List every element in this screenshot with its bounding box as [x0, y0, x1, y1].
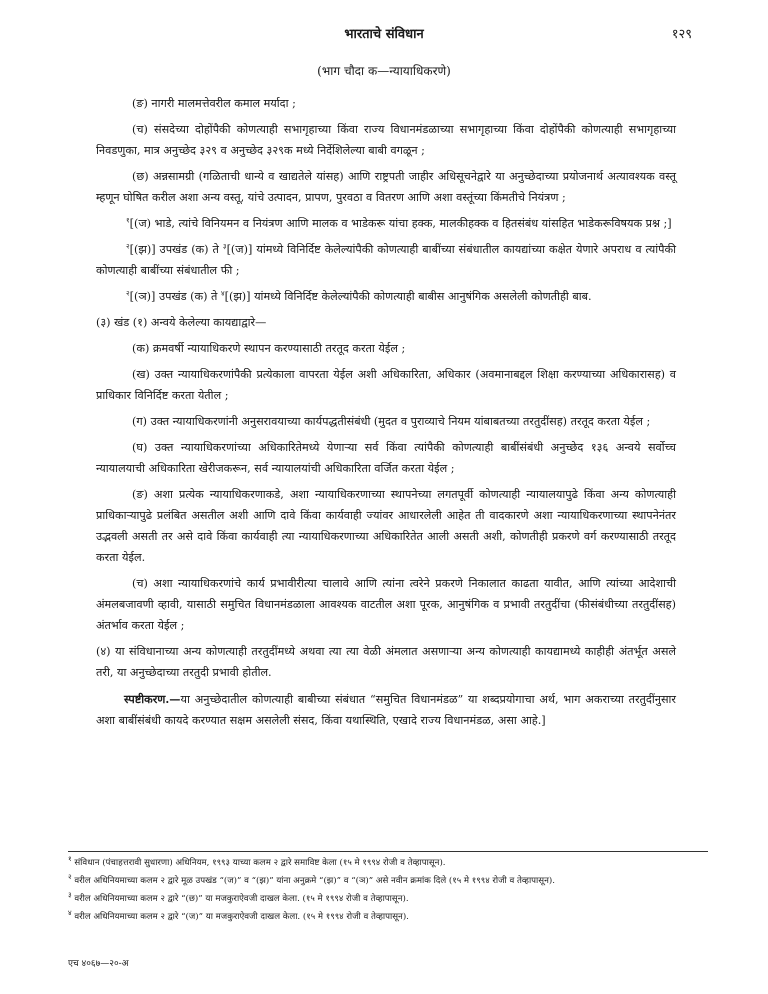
footnote-1: [68, 856, 708, 871]
page-number: १२९: [671, 27, 692, 42]
clause-nga-2: [96, 484, 676, 568]
print-code: एच ४०६७—२०-अ: [68, 959, 129, 969]
footnote-number: ४: [68, 909, 72, 918]
footnote-2: [68, 874, 708, 889]
clause-text: क्रमवर्षी न्यायाधिकरणे स्थापन करण्यासाठी तरतूद करता येईल ;: [152, 342, 406, 355]
footnote-ref: ४: [220, 289, 225, 298]
footnote-divider: [68, 851, 708, 852]
clause-ga: [96, 411, 676, 432]
footnote-ref: २: [126, 289, 130, 298]
clause-text: [(ञ)] उपखंड (क) ते: [129, 290, 218, 303]
clause-text: संसदेच्या दोहोंपैकी कोणत्याही सभागृहाच्या किंवा राज्य विधानमंडळाच्या सभागृहाच्या किंवा दोहोंपैकी कोणत्याही सभागृहाच्या निवडणुका, मात्र अनुच्छेद ३२९ व अनुच्छेद ३२९क मध्ये निर्देशिलेल्या बाबी वगळून ;: [96, 123, 677, 157]
clause-text: [(ज)] यांमध्ये विनिर्दिष्ट केलेल्यांपैकी कोणत्याही बाबींच्या संबंधातील कायद्यांच्या कक्षेत येणारे अपराध व त्यांपैकी कोणत्याही बाबींच्या संबंधातील फी ;: [96, 243, 677, 277]
clause-kha: [96, 364, 676, 406]
article-body: [96, 93, 676, 736]
clause-label: (ङ): [132, 488, 148, 501]
clause-gha: [96, 437, 676, 479]
clause-text: [(झ)] उपखंड (क) ते: [129, 243, 219, 256]
footnote-text: वरील अधिनियमाच्या कलम २ द्वारे मूळ उपखंड “(ज)” व “(झ)” यांना अनुक्रमे “(झ)” व “(ञ)” असे नवीन क्रमांक दिले (१५ मे १९९४ रोजी व तेव्हापासून).: [74, 876, 555, 886]
clause-text: अशा न्यायाधिकरणांचे कार्य प्रभावीरीत्या चालावे आणि त्यांना त्वरेने प्रकरणे निकालात काढता यावीत, आणि त्यांच्या आदेशाची अंमलबजावणी व्हावी, यासाठी समुचित विधानमंडळाला आवश्यक वाटतील अशा पूरक, आनुषंगिक व प्रभावी तरतुदींचा (फीसंबंधीच्या तरतुदींसह) अंतर्भाव करता येईल ;: [96, 577, 676, 632]
clause-chha: [96, 166, 676, 208]
footnote-ref: २: [126, 242, 130, 251]
clause-label: (च): [132, 123, 148, 136]
part-subtitle: (भाग चौदा क—न्यायाधिकरणे): [317, 64, 451, 78]
footnote-4: [68, 910, 708, 925]
footnote-number: १: [68, 855, 72, 864]
footnote-number: ३: [68, 891, 72, 900]
clause-ka: [96, 338, 676, 359]
clause-label: (घ): [132, 441, 148, 454]
clause-label: (ङ): [132, 97, 148, 110]
clause-text: अन्नसामग्री (गळिताची धान्ये व खाद्यतेले यांसह) आणि राष्ट्रपती जाहीर अधिसूचनेद्वारे या अनुच्छेदाच्या प्रयोजनार्थ अत्यावश्यक वस्तू म्हणून घोषित करील अशा अन्य वस्तू, यांचे उत्पादन, प्रापण, पुरवठा व वितरण आणि अशा वस्तूंच्या किंमतीचे नियंत्रण ;: [96, 170, 676, 204]
footnote-3: [68, 892, 708, 907]
clause-text: उक्त न्यायाधिकरणांनी अनुसरावयाच्या कार्यपद्धतीसंबंधी (मुदत व पुराव्याचे नियम यांबाबतच्या तरतुदींसह) तरतूद करता येईल ;: [150, 415, 651, 428]
clause-text: नागरी मालमत्तेवरील कमाल मर्यादा ;: [151, 97, 296, 110]
clause-cha: [96, 119, 676, 161]
clause-nya: [96, 286, 676, 307]
clause-text: अशा प्रत्येक न्यायाधिकरणाकडे, अशा न्यायाधिकरणाच्या स्थापनेच्या लगतपूर्वी कोणत्याही न्यायालयापुढे किंवा अन्य कोणत्याही प्राधिकाऱ्यापुढे प्रलंबित असतील अशी आणि दावे किंवा कार्यवाही ज्यांवर आधारलेली आहेत ती वादकारणे अशा न्यायाधिकरणाच्या स्थापनेनंतर उद्भवली असती तर असे दावे किंवा कार्यवाही त्या न्यायाधिकरणाच्या अधिकारितेत आली असती अशी, कोणतीही प्रकरणे वर्ग करण्यासाठी तरतूद करता येईल.: [96, 488, 676, 564]
footnote-text: संविधान (पंचाहत्तरावी सुधारणा) अधिनियम, १९९३ याच्या कलम २ द्वारे समाविष्ट केला (१५ मे १९९४ रोजी व तेव्हापासून).: [74, 858, 446, 868]
clause-ja: [96, 213, 676, 234]
clause-cha-2: [96, 573, 676, 636]
clause-text: [(झ)] यांमध्ये विनिर्दिष्ट केलेल्यांपैकी कोणत्याही बाबीस आनुषंगिक असलेली कोणतीही बाब.: [224, 290, 592, 303]
clause-label: (छ): [132, 170, 149, 183]
clause-label: (ग): [132, 415, 148, 428]
clause-text: उक्त न्यायाधिकरणांच्या अधिकारितेमध्ये येणाऱ्या सर्व किंवा त्यांपैकी कोणत्याही बाबींसंबंधी अनुच्छेद १३६ अन्वये सर्वोच्च न्यायालयाची अधिकारिता खेरीजकरून, सर्व न्यायालयांची अधिकारिता वर्जित करता येईल ;: [96, 441, 676, 475]
clause-text: [(ज) भाडे, त्यांचे विनियमन व नियंत्रण आणि मालक व भाडेकरू यांचा हक्क, मालकीहक्क व हितसंबंध यांसहित भाडेकरूविषयक प्रश्न ;]: [129, 217, 672, 230]
footnote-text: वरील अधिनियमाच्या कलम २ द्वारे “(छ)” या मजकुराऐवजी दाखल केला. (१५ मे १९९४ रोजी व तेव्हापासून).: [74, 894, 409, 904]
clause-jha: [96, 239, 676, 281]
subarticle-3: (३) खंड (१) अन्वये केलेल्या कायद्याद्वारे—: [96, 316, 267, 329]
page-header-title: भारताचे संविधान: [344, 27, 424, 42]
clause-nga: [96, 93, 676, 114]
explanation: [96, 689, 676, 731]
clause-text: उक्त न्यायाधिकरणांपैकी प्रत्येकाला वापरता येईल अशी अधिकारिता, अधिकार (अवमानाबद्दल शिक्षा करण्याच्या अधिकारासह) व प्राधिकार विनिर्दिष्ट करता येतील ;: [96, 368, 676, 402]
footnotes: [68, 856, 708, 928]
clause-label: (क): [132, 342, 150, 355]
explanation-text: या अनुच्छेदातील कोणत्याही बाबीच्या संबंधात “समुचित विधानमंडळ” या शब्दप्रयोगाचा अर्थ, भाग अकराच्या तरतुदींनुसार अशा बाबींसंबंधी कायदे करण्यात सक्षम असलेली संसद, किंवा यथास्थिति, एखादे राज्य विधानमंडळ, असा आहे.]: [96, 693, 676, 727]
footnote-ref: १: [126, 216, 130, 225]
footnote-number: २: [68, 873, 72, 882]
footnote-text: वरील अधिनियमाच्या कलम २ द्वारे “(ज)” या मजकुराऐवजी दाखल केला. (१५ मे १९९४ रोजी व तेव्हापासून).: [74, 912, 409, 922]
subarticle-4: (४) या संविधानाच्या अन्य कोणत्याही तरतुदींमध्ये अथवा त्या त्या वेळी अंमलात असणाऱ्या अन्य कोणत्याही कायद्यामध्ये काहीही अंतर्भूत असले तरी, या अनुच्छेदाच्या तरतुदी प्रभावी होतील.: [96, 645, 676, 679]
explanation-label: स्पष्टीकरण.—: [124, 692, 181, 706]
clause-label: (च): [132, 577, 148, 590]
clause-label: (ख): [132, 368, 150, 381]
footnote-ref: ३: [222, 242, 227, 251]
